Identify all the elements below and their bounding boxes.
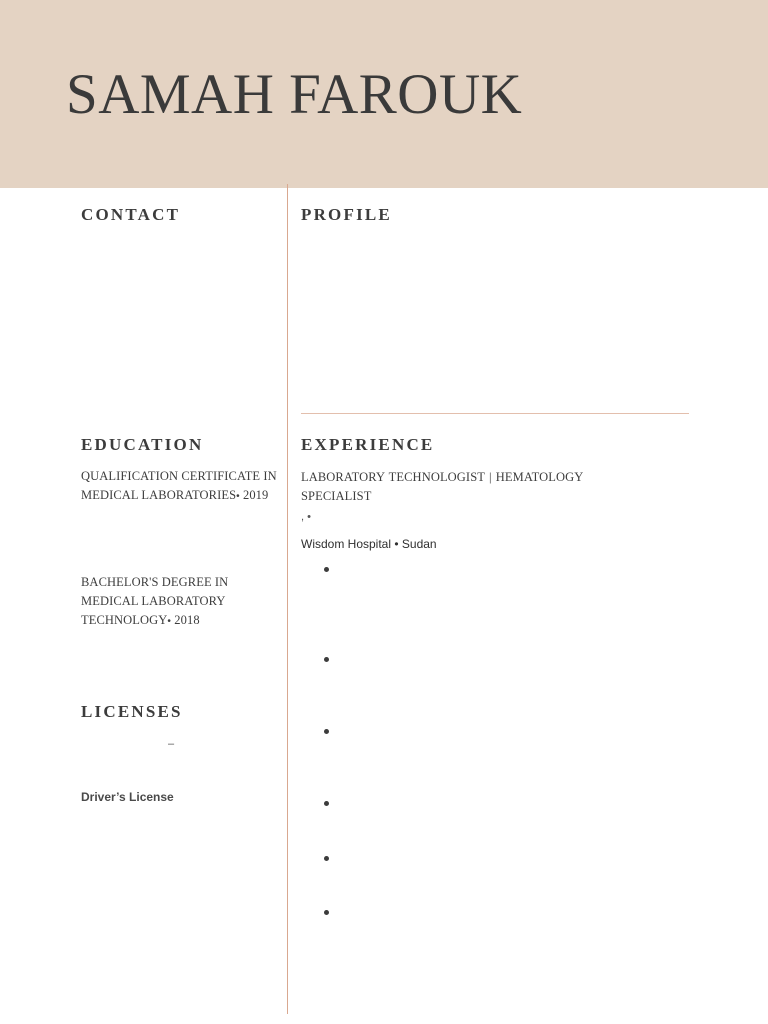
license-dash: – (168, 738, 175, 750)
candidate-name: SAMAH FAROUK (66, 63, 523, 126)
experience-bullet (324, 856, 329, 861)
education-item-1-separator: • (236, 491, 240, 502)
contact-heading: CONTACT (81, 205, 181, 224)
experience-heading: EXPERIENCE (301, 435, 435, 454)
experience-bullet (324, 801, 329, 806)
education-item-1 (81, 467, 286, 506)
column-divider (287, 184, 288, 1014)
education-item-1-year: 2019 (242, 488, 269, 502)
job-date-line: , • (301, 511, 311, 523)
profile-heading: PROFILE (301, 205, 392, 224)
job-employer: Wisdom Hospital • Sudan (301, 537, 437, 551)
education-item-2 (81, 573, 251, 631)
experience-bullet (324, 567, 329, 572)
education-item-2-separator: • (167, 616, 172, 627)
education-item-1-title: QUALIFICATION CERTIFICATE IN MEDICAL LABORATORIES (81, 469, 277, 502)
experience-bullet (324, 729, 329, 734)
experience-bullet (324, 910, 329, 915)
education-item-2-year: 2018 (174, 613, 200, 627)
licenses-heading: LICENSES (81, 702, 183, 721)
profile-divider (301, 413, 689, 414)
license-item: Driver’s License (81, 790, 174, 804)
experience-bullet (324, 657, 329, 662)
education-heading: EDUCATION (81, 435, 204, 454)
education-item-2-title: BACHELOR'S DEGREE IN MEDICAL LABORATORY TECHNOLOGY (81, 575, 229, 627)
job-title: LABORATORY TECHNOLOGIST | HEMATOLOGY SPECIALIST (301, 470, 583, 503)
